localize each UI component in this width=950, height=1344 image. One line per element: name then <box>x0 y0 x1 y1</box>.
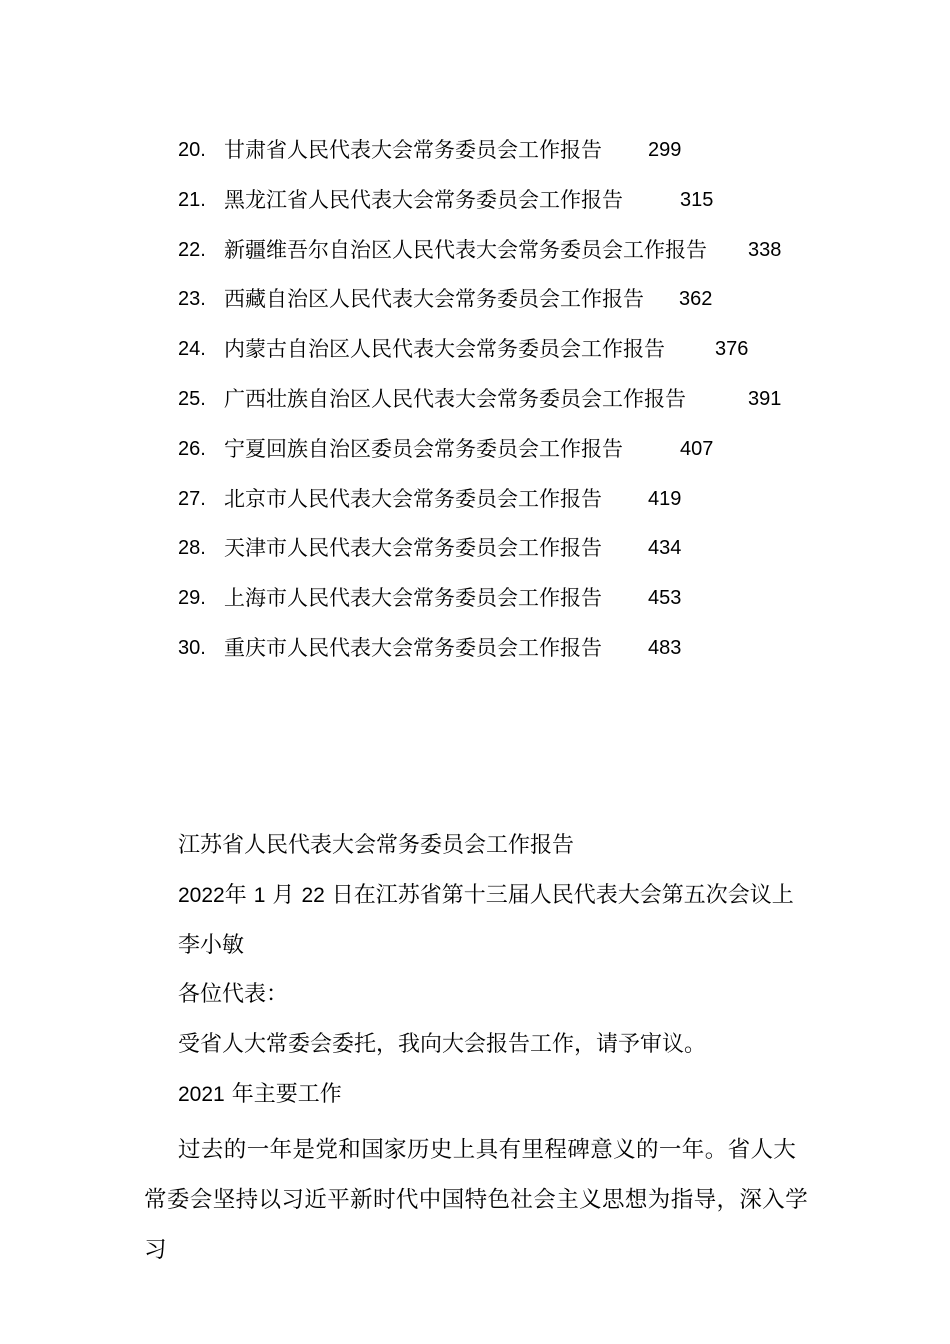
section-heading-text: 年主要工作 <box>231 1081 342 1107</box>
toc-item-page: 453 <box>648 587 682 610</box>
report-author: 李小敏 <box>178 932 245 958</box>
toc-item-number: 20. <box>178 139 206 161</box>
toc-item <box>178 230 878 280</box>
toc-item-page: 362 <box>679 288 713 311</box>
date-year-unit: 年 <box>224 882 247 908</box>
toc-item-title: 内蒙古自治区人民代表大会常务委员会工作报告 <box>224 337 665 362</box>
toc-item-page: 407 <box>680 437 714 460</box>
date-rest: 日在江苏省第十三届人民代表大会第五次会议上 <box>331 882 794 908</box>
toc-item-number: 27. <box>178 487 206 510</box>
toc-item <box>178 379 878 429</box>
section-year: 2021 <box>178 1082 225 1106</box>
toc-item-title: 黑龙江省人民代表大会常务委员会工作报告 <box>224 187 623 212</box>
report-date-line <box>178 876 818 926</box>
toc-item <box>178 479 878 529</box>
toc-item-number: 24. <box>178 338 206 361</box>
report-header <box>178 826 818 1125</box>
toc-item-title: 西藏自治区人民代表大会常务委员会工作报告 <box>224 287 644 312</box>
toc-item-page: 483 <box>648 636 682 659</box>
date-day: 22 <box>301 883 325 907</box>
section-heading <box>178 1075 818 1125</box>
toc-item-page: 376 <box>715 338 749 361</box>
opening-paragraph: 受省人大常委会委托，我向大会报告工作，请予审议。 <box>178 1032 707 1058</box>
toc-item <box>178 130 878 180</box>
table-of-contents <box>178 130 878 678</box>
toc-item-number: 28. <box>178 537 206 560</box>
toc-item-number: 21. <box>178 188 206 211</box>
date-year: 2022 <box>178 883 225 907</box>
toc-item-title: 重庆市人民代表大会常务委员会工作报告 <box>224 635 602 660</box>
toc-item <box>178 628 878 678</box>
toc-item-number: 23. <box>178 288 206 311</box>
salutation: 各位代表： <box>178 982 289 1008</box>
toc-item-page: 338 <box>748 238 782 261</box>
toc-item-title: 广西壮族自治区人民代表大会常务委员会工作报告 <box>224 386 686 411</box>
toc-item-number: 25. <box>178 387 206 410</box>
toc-item <box>178 279 878 329</box>
toc-item-title: 甘肃省人民代表大会常务委员会工作报告 <box>224 138 602 162</box>
toc-item-page: 391 <box>748 387 782 410</box>
toc-item-number: 22. <box>178 238 206 261</box>
toc-item <box>178 578 878 628</box>
toc-item-page: 419 <box>648 487 682 510</box>
toc-item-title: 新疆维吾尔自治区人民代表大会常务委员会工作报告 <box>224 237 707 262</box>
date-month: 1 <box>253 883 266 907</box>
date-month-unit: 月 <box>272 882 295 908</box>
toc-item <box>178 180 878 230</box>
toc-item <box>178 429 878 479</box>
toc-item-page: 315 <box>680 188 714 211</box>
intro-paragraph: 过去的一年是党和国家历史上具有里程碑意义的一年。省人大常委会坚持以习近平新时代中国特色社会主义思想为指导，深入学习 <box>144 1137 809 1263</box>
toc-item <box>178 329 878 379</box>
toc-item-title: 上海市人民代表大会常务委员会工作报告 <box>224 586 602 611</box>
toc-item-number: 26. <box>178 437 206 460</box>
toc-item-page: 299 <box>648 139 682 161</box>
report-title: 江苏省人民代表大会常务委员会工作报告 <box>178 833 575 858</box>
toc-item <box>178 528 878 578</box>
toc-item-number: 30. <box>178 636 206 659</box>
toc-item-page: 434 <box>648 537 682 560</box>
toc-item-title: 天津市人民代表大会常务委员会工作报告 <box>224 536 602 561</box>
toc-item-title: 宁夏回族自治区委员会常务委员会工作报告 <box>224 436 623 461</box>
toc-item-number: 29. <box>178 587 206 610</box>
toc-item-title: 北京市人民代表大会常务委员会工作报告 <box>224 486 602 511</box>
